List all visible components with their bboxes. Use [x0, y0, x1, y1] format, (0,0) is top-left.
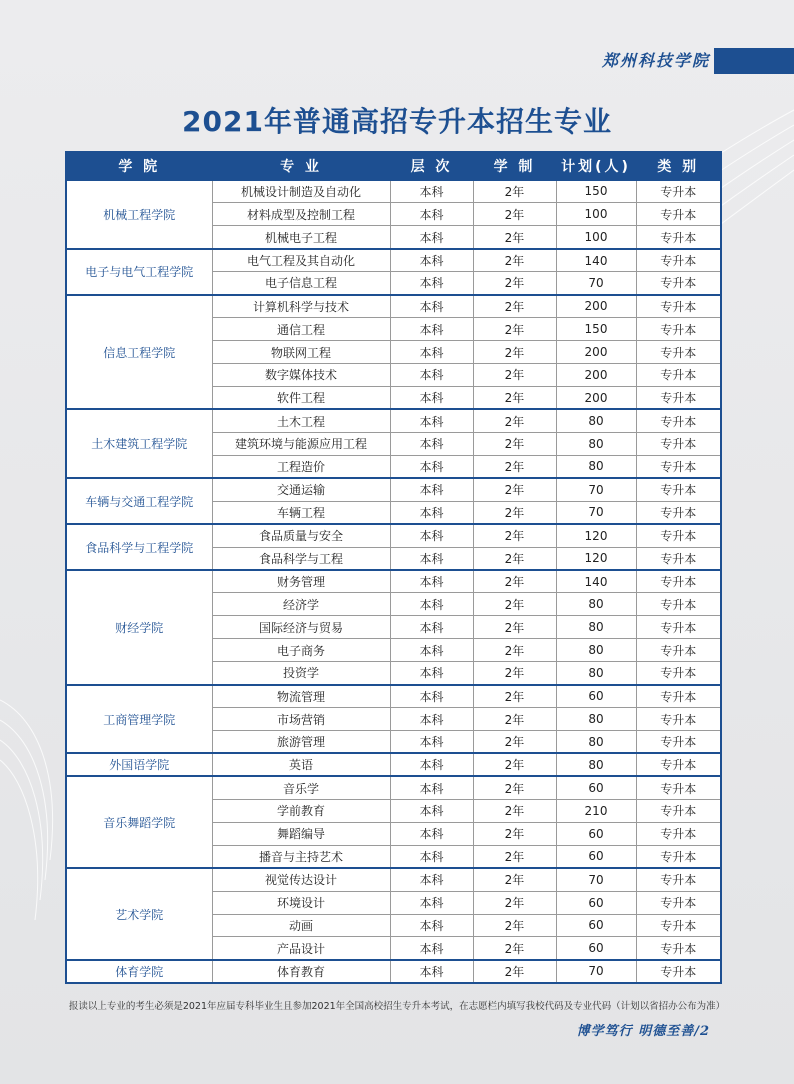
plan-cell: 100	[556, 226, 636, 249]
duration-cell: 2年	[473, 409, 556, 432]
column-header-plan: 计划(人)	[556, 152, 636, 180]
major-cell: 软件工程	[212, 386, 390, 409]
duration-cell: 2年	[473, 593, 556, 616]
duration-cell: 2年	[473, 341, 556, 364]
duration-cell: 2年	[473, 753, 556, 776]
level-cell: 本科	[390, 616, 473, 639]
major-cell: 国际经济与贸易	[212, 616, 390, 639]
table-body	[66, 180, 721, 983]
college-cell: 食品科学与工程学院	[66, 524, 212, 570]
major-cell: 旅游管理	[212, 731, 390, 754]
major-cell: 机械电子工程	[212, 226, 390, 249]
plan-cell: 80	[556, 731, 636, 754]
duration-cell: 2年	[473, 570, 556, 593]
plan-cell: 70	[556, 960, 636, 983]
plan-cell: 80	[556, 593, 636, 616]
plan-cell: 80	[556, 455, 636, 478]
plan-cell: 60	[556, 685, 636, 708]
duration-cell: 2年	[473, 731, 556, 754]
level-cell: 本科	[390, 891, 473, 914]
category-cell: 专升本	[636, 249, 721, 272]
footer-motto: 博学笃行 明德至善/2	[576, 1024, 710, 1039]
level-cell: 本科	[390, 203, 473, 226]
duration-cell: 2年	[473, 937, 556, 960]
college-cell: 车辆与交通工程学院	[66, 478, 212, 524]
college-cell: 工商管理学院	[66, 685, 212, 754]
plan-cell: 200	[556, 295, 636, 318]
category-cell: 专升本	[636, 180, 721, 203]
plan-cell: 80	[556, 639, 636, 662]
college-cell: 信息工程学院	[66, 295, 212, 410]
duration-cell: 2年	[473, 295, 556, 318]
brand-bar	[714, 48, 794, 74]
plan-cell: 200	[556, 341, 636, 364]
level-cell: 本科	[390, 318, 473, 341]
level-cell: 本科	[390, 593, 473, 616]
level-cell: 本科	[390, 295, 473, 318]
category-cell: 专升本	[636, 455, 721, 478]
plan-cell: 120	[556, 547, 636, 570]
major-cell: 产品设计	[212, 937, 390, 960]
major-cell: 材料成型及控制工程	[212, 203, 390, 226]
major-cell: 交通运输	[212, 478, 390, 501]
category-cell: 专升本	[636, 753, 721, 776]
plan-cell: 80	[556, 616, 636, 639]
level-cell: 本科	[390, 822, 473, 845]
duration-cell: 2年	[473, 776, 556, 799]
table-row	[66, 478, 721, 501]
column-header-college: 学 院	[66, 152, 212, 180]
duration-cell: 2年	[473, 455, 556, 478]
category-cell: 专升本	[636, 914, 721, 937]
category-cell: 专升本	[636, 478, 721, 501]
major-cell: 播音与主持艺术	[212, 845, 390, 868]
table-row	[66, 868, 721, 891]
major-cell: 电子商务	[212, 639, 390, 662]
plan-cell: 140	[556, 249, 636, 272]
plan-cell: 200	[556, 386, 636, 409]
duration-cell: 2年	[473, 386, 556, 409]
plan-cell: 140	[556, 570, 636, 593]
level-cell: 本科	[390, 960, 473, 983]
level-cell: 本科	[390, 708, 473, 731]
duration-cell: 2年	[473, 868, 556, 891]
category-cell: 专升本	[636, 662, 721, 685]
plan-cell: 80	[556, 662, 636, 685]
category-cell: 专升本	[636, 501, 721, 524]
category-cell: 专升本	[636, 708, 721, 731]
category-cell: 专升本	[636, 891, 721, 914]
major-cell: 食品科学与工程	[212, 547, 390, 570]
duration-cell: 2年	[473, 524, 556, 547]
table-row	[66, 249, 721, 272]
column-header-category: 类 别	[636, 152, 721, 180]
major-cell: 物流管理	[212, 685, 390, 708]
brand-logo-text: 郑州科技学院	[601, 51, 710, 70]
duration-cell: 2年	[473, 547, 556, 570]
category-cell: 专升本	[636, 203, 721, 226]
column-header-level: 层 次	[390, 152, 473, 180]
level-cell: 本科	[390, 501, 473, 524]
college-cell: 音乐舞蹈学院	[66, 776, 212, 868]
category-cell: 专升本	[636, 593, 721, 616]
category-cell: 专升本	[636, 432, 721, 455]
level-cell: 本科	[390, 478, 473, 501]
major-cell: 财务管理	[212, 570, 390, 593]
majors-table	[65, 151, 722, 984]
major-cell: 车辆工程	[212, 501, 390, 524]
plan-cell: 60	[556, 822, 636, 845]
duration-cell: 2年	[473, 226, 556, 249]
column-header-duration: 学 制	[473, 152, 556, 180]
category-cell: 专升本	[636, 868, 721, 891]
level-cell: 本科	[390, 685, 473, 708]
category-cell: 专升本	[636, 364, 721, 387]
major-cell: 动画	[212, 914, 390, 937]
category-cell: 专升本	[636, 341, 721, 364]
category-cell: 专升本	[636, 226, 721, 249]
table-row	[66, 524, 721, 547]
category-cell: 专升本	[636, 295, 721, 318]
duration-cell: 2年	[473, 478, 556, 501]
level-cell: 本科	[390, 662, 473, 685]
category-cell: 专升本	[636, 570, 721, 593]
level-cell: 本科	[390, 249, 473, 272]
major-cell: 工程造价	[212, 455, 390, 478]
duration-cell: 2年	[473, 272, 556, 295]
plan-cell: 60	[556, 937, 636, 960]
table-row	[66, 295, 721, 318]
duration-cell: 2年	[473, 799, 556, 822]
major-cell: 音乐学	[212, 776, 390, 799]
major-cell: 舞蹈编导	[212, 822, 390, 845]
category-cell: 专升本	[636, 685, 721, 708]
major-cell: 计算机科学与技术	[212, 295, 390, 318]
category-cell: 专升本	[636, 272, 721, 295]
duration-cell: 2年	[473, 891, 556, 914]
level-cell: 本科	[390, 455, 473, 478]
level-cell: 本科	[390, 409, 473, 432]
major-cell: 英语	[212, 753, 390, 776]
level-cell: 本科	[390, 432, 473, 455]
college-cell: 电子与电气工程学院	[66, 249, 212, 295]
duration-cell: 2年	[473, 960, 556, 983]
level-cell: 本科	[390, 845, 473, 868]
major-cell: 通信工程	[212, 318, 390, 341]
plan-cell: 60	[556, 776, 636, 799]
level-cell: 本科	[390, 386, 473, 409]
level-cell: 本科	[390, 341, 473, 364]
major-cell: 视觉传达设计	[212, 868, 390, 891]
table-row	[66, 570, 721, 593]
duration-cell: 2年	[473, 639, 556, 662]
plan-cell: 60	[556, 914, 636, 937]
table-row	[66, 685, 721, 708]
plan-cell: 70	[556, 272, 636, 295]
major-cell: 投资学	[212, 662, 390, 685]
major-cell: 食品质量与安全	[212, 524, 390, 547]
category-cell: 专升本	[636, 547, 721, 570]
level-cell: 本科	[390, 524, 473, 547]
plan-cell: 60	[556, 891, 636, 914]
plan-cell: 150	[556, 180, 636, 203]
table-row	[66, 960, 721, 983]
college-cell: 土木建筑工程学院	[66, 409, 212, 478]
duration-cell: 2年	[473, 180, 556, 203]
major-cell: 环境设计	[212, 891, 390, 914]
college-cell: 机械工程学院	[66, 180, 212, 249]
college-cell: 艺术学院	[66, 868, 212, 960]
category-cell: 专升本	[636, 822, 721, 845]
major-cell: 机械设计制造及自动化	[212, 180, 390, 203]
major-cell: 建筑环境与能源应用工程	[212, 432, 390, 455]
level-cell: 本科	[390, 914, 473, 937]
duration-cell: 2年	[473, 708, 556, 731]
plan-cell: 80	[556, 409, 636, 432]
major-cell: 经济学	[212, 593, 390, 616]
duration-cell: 2年	[473, 616, 556, 639]
level-cell: 本科	[390, 547, 473, 570]
plan-cell: 80	[556, 432, 636, 455]
duration-cell: 2年	[473, 432, 556, 455]
major-cell: 电子信息工程	[212, 272, 390, 295]
duration-cell: 2年	[473, 364, 556, 387]
category-cell: 专升本	[636, 318, 721, 341]
plan-cell: 80	[556, 753, 636, 776]
category-cell: 专升本	[636, 799, 721, 822]
plan-cell: 200	[556, 364, 636, 387]
duration-cell: 2年	[473, 914, 556, 937]
duration-cell: 2年	[473, 501, 556, 524]
table-row	[66, 776, 721, 799]
duration-cell: 2年	[473, 249, 556, 272]
table-row	[66, 180, 721, 203]
major-cell: 电气工程及其自动化	[212, 249, 390, 272]
column-header-major: 专 业	[212, 152, 390, 180]
level-cell: 本科	[390, 776, 473, 799]
level-cell: 本科	[390, 639, 473, 662]
duration-cell: 2年	[473, 662, 556, 685]
duration-cell: 2年	[473, 685, 556, 708]
category-cell: 专升本	[636, 386, 721, 409]
level-cell: 本科	[390, 937, 473, 960]
category-cell: 专升本	[636, 616, 721, 639]
plan-cell: 210	[556, 799, 636, 822]
major-cell: 市场营销	[212, 708, 390, 731]
category-cell: 专升本	[636, 937, 721, 960]
footer-note: 报读以上专业的考生必须是2021年应届专科毕业生且参加2021年全国高校招生专升本考试，在志愿栏内填写我校代码及专业代码（计划以省招办公布为准）	[68, 1001, 726, 1012]
category-cell: 专升本	[636, 409, 721, 432]
level-cell: 本科	[390, 799, 473, 822]
table-header-row	[66, 152, 721, 180]
level-cell: 本科	[390, 180, 473, 203]
level-cell: 本科	[390, 272, 473, 295]
major-cell: 数字媒体技术	[212, 364, 390, 387]
plan-cell: 70	[556, 501, 636, 524]
page-title: 2021年普通高招专升本招生专业	[182, 105, 612, 138]
category-cell: 专升本	[636, 524, 721, 547]
plan-cell: 150	[556, 318, 636, 341]
college-cell: 外国语学院	[66, 753, 212, 776]
level-cell: 本科	[390, 570, 473, 593]
duration-cell: 2年	[473, 822, 556, 845]
duration-cell: 2年	[473, 203, 556, 226]
plan-cell: 70	[556, 478, 636, 501]
level-cell: 本科	[390, 868, 473, 891]
plan-cell: 80	[556, 708, 636, 731]
category-cell: 专升本	[636, 845, 721, 868]
level-cell: 本科	[390, 753, 473, 776]
level-cell: 本科	[390, 731, 473, 754]
table-row	[66, 409, 721, 432]
major-cell: 学前教育	[212, 799, 390, 822]
plan-cell: 120	[556, 524, 636, 547]
category-cell: 专升本	[636, 776, 721, 799]
category-cell: 专升本	[636, 960, 721, 983]
college-cell: 财经学院	[66, 570, 212, 685]
category-cell: 专升本	[636, 731, 721, 754]
plan-cell: 60	[556, 845, 636, 868]
college-cell: 体育学院	[66, 960, 212, 983]
duration-cell: 2年	[473, 318, 556, 341]
category-cell: 专升本	[636, 639, 721, 662]
duration-cell: 2年	[473, 845, 556, 868]
plan-cell: 70	[556, 868, 636, 891]
level-cell: 本科	[390, 226, 473, 249]
major-cell: 体育教育	[212, 960, 390, 983]
table-row	[66, 753, 721, 776]
level-cell: 本科	[390, 364, 473, 387]
major-cell: 物联网工程	[212, 341, 390, 364]
major-cell: 土木工程	[212, 409, 390, 432]
plan-cell: 100	[556, 203, 636, 226]
